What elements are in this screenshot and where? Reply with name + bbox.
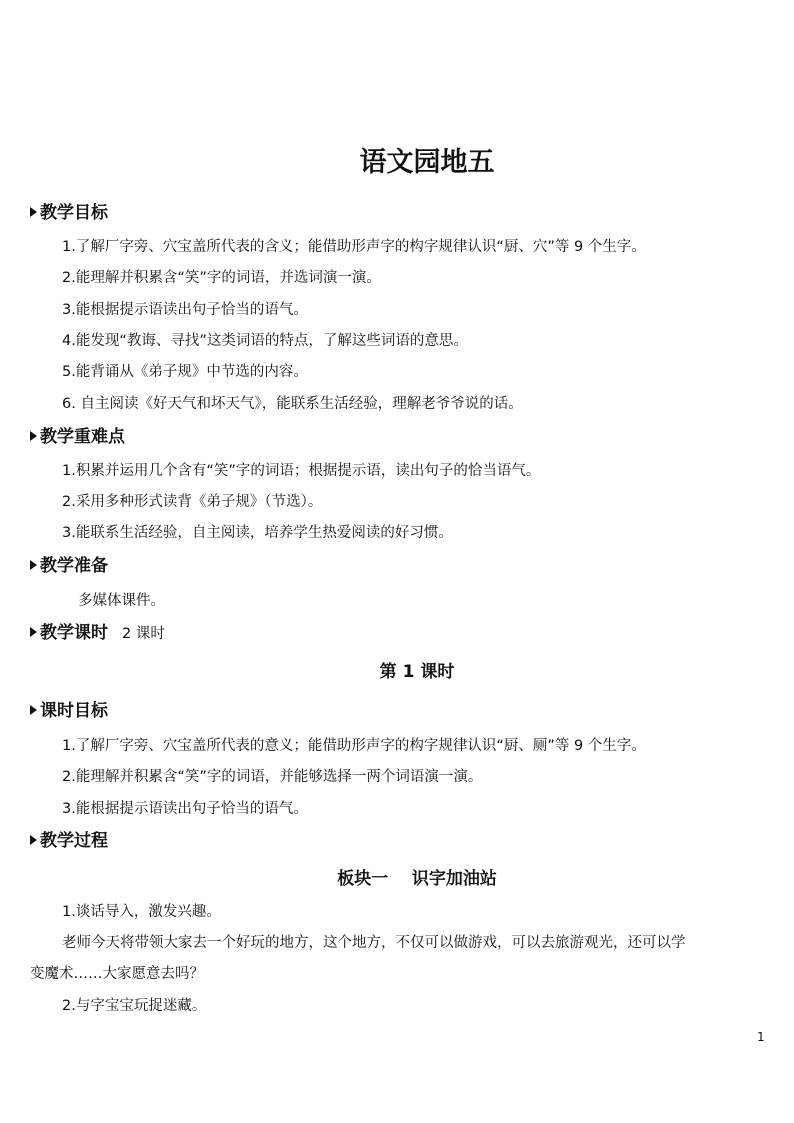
- triangle-bullet-icon: [30, 705, 37, 715]
- heading-text: 教学准备: [40, 556, 108, 576]
- page-title: 语文园地五: [359, 147, 495, 178]
- triangle-bullet-icon: [30, 627, 37, 637]
- goal-item-6: 6. 自主阅读《好天气和坏天气》，能联系生活经验，理解老爷爷说的话。: [62, 396, 523, 412]
- process-step-2: 2.与字宝宝玩捉迷藏。: [62, 998, 207, 1014]
- triangle-bullet-icon: [30, 560, 37, 570]
- section-heading-process: [30, 830, 108, 852]
- section-heading-hours: [30, 622, 165, 645]
- goal-item-3: 3.能根据提示语读出句子恰当的语气。: [62, 302, 308, 318]
- heading-text: 教学重难点: [40, 427, 125, 447]
- section-heading-objectives: [30, 700, 108, 722]
- heading-text: 课时目标: [40, 701, 108, 721]
- section-heading-preparation: [30, 555, 108, 577]
- triangle-bullet-icon: [30, 431, 37, 441]
- heading-text: 教学目标: [40, 203, 108, 223]
- goal-item-1: 1.了解厂字旁、穴宝盖所代表的含义；能借助形声字的构字规律认识“厨、穴”等 9 个生字。: [62, 239, 646, 255]
- key-point-item-1: 1.积累并运用几个含有“笑”字的词语；根据提示语，读出句子的恰当语气。: [62, 463, 541, 479]
- intro-paragraph-line-1: 老师今天将带领大家去一个好玩的地方，这个地方，不仅可以做游戏，可以去旅游观光，还可以学: [62, 935, 686, 951]
- key-point-item-2: 2.采用多种形式读背《弟子规》（节选）。: [62, 494, 323, 510]
- triangle-bullet-icon: [30, 835, 37, 845]
- key-point-item-3: 3.能联系生活经验，自主阅读，培养学生热爱阅读的好习惯。: [62, 525, 453, 541]
- objective-item-3: 3.能根据提示语读出句子恰当的语气。: [62, 801, 308, 817]
- objective-item-2: 2.能理解并积累含“笑”字的词语，并能够选择一两个词语演一演。: [62, 769, 483, 785]
- heading-text: 教学过程: [40, 831, 108, 851]
- goal-item-5: 5.能背诵从《弟子规》中节选的内容。: [62, 364, 308, 380]
- section-heading-goals: [30, 202, 108, 224]
- lesson-title: 第 1 课时: [379, 662, 455, 682]
- preparation-text: 多媒体课件。: [78, 593, 165, 609]
- hours-value: 2 课时: [122, 626, 165, 642]
- intro-paragraph-line-2: 变魔术……大家愿意去吗？: [30, 966, 204, 982]
- block-title: 板块一 识字加油站: [337, 869, 497, 889]
- objective-item-1: 1.了解厂字旁、穴宝盖所代表的意义；能借助形声字的构字规律认识“厨、厕”等 9 个生字。: [62, 738, 646, 754]
- triangle-bullet-icon: [30, 207, 37, 217]
- goal-item-2: 2.能理解并积累含“笑”字的词语，并选词演一演。: [62, 270, 381, 286]
- goal-item-4: 4.能发现“教诲、寻找”这类词语的特点，了解这些词语的意思。: [62, 333, 468, 349]
- heading-text: 教学课时: [40, 623, 108, 643]
- page-number: 1: [757, 1030, 765, 1044]
- process-step-1: 1.谈话导入，激发兴趣。: [62, 904, 221, 920]
- section-heading-key-points: [30, 426, 125, 448]
